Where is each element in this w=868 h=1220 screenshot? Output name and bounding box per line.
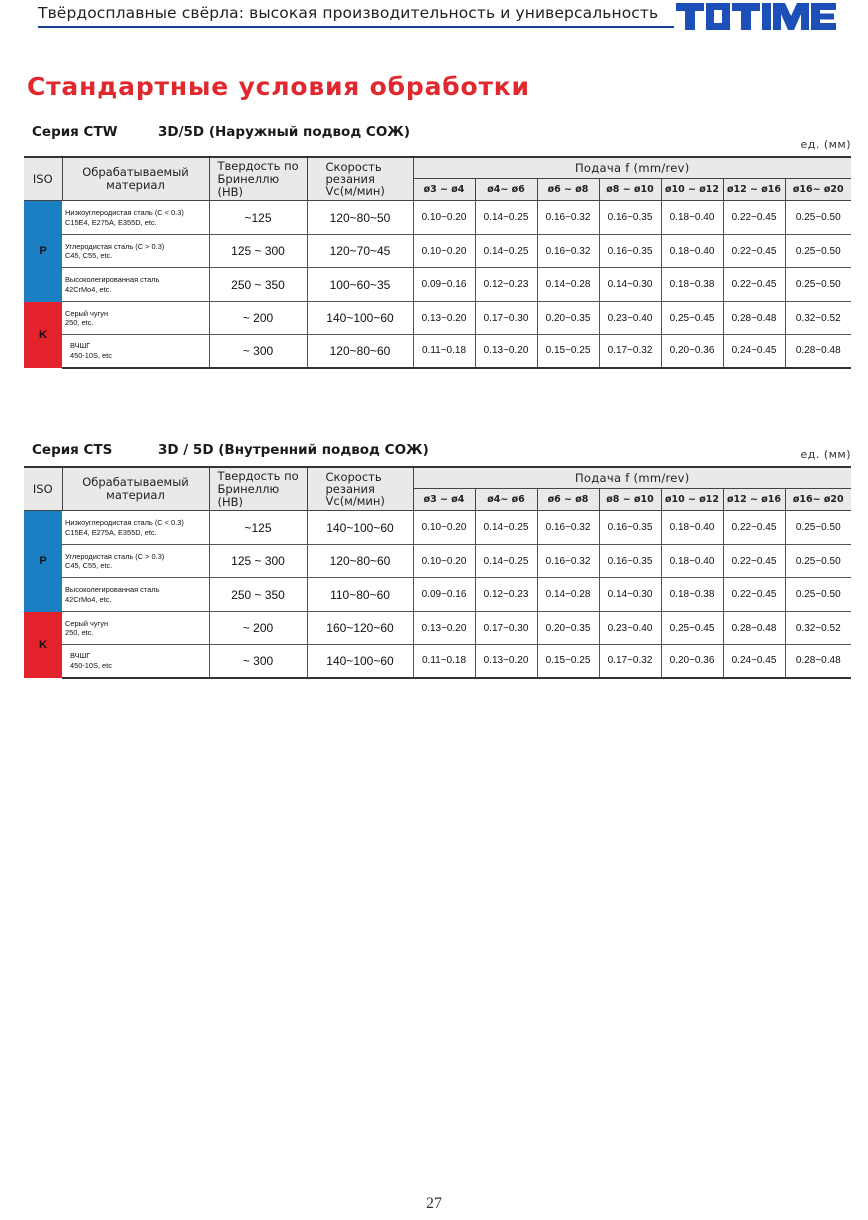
material-line: Высоколегированная сталь [65,275,160,284]
speed-cell: 120~70~45 [307,235,413,268]
speed-header-line: Vc(м/мин) [325,494,385,508]
feed-cell: 0.17~0.32 [599,645,661,678]
feed-cell: 0.10~0.20 [413,511,475,545]
logo-letter [676,3,704,30]
feed-cell: 0.22~0.45 [723,578,785,612]
feed-cell: 0.13~0.20 [475,645,537,678]
unit-label: ед. (мм) [800,448,851,461]
material-line: Углеродистая сталь (C > 0.3) [65,551,165,561]
material-line: Серый чугун [65,618,109,628]
feed-cell: 0.18~0.38 [661,268,723,302]
speed-cell: 160~120~60 [307,612,413,645]
iso-header: ISO [24,157,62,201]
feed-cell: 0.13~0.20 [413,302,475,335]
speed-cell: 120~80~60 [307,335,413,368]
feed-cell: 0.17~0.30 [475,302,537,335]
iso-group-cell: K [24,612,62,678]
brand-logo [674,0,854,32]
material-cell [62,235,209,268]
feed-cell: 0.25~0.50 [785,268,851,302]
feed-cell: 0.16~0.32 [537,545,599,578]
table-row [24,545,851,578]
feed-cell: 0.12~0.23 [475,268,537,302]
feed-cell: 0.16~0.35 [599,235,661,268]
diameter-range-header: ø12 ~ ø16 [723,179,785,201]
hardness-header-line: Твердость по [217,468,299,483]
iso-group-cell: P [24,511,62,612]
material-cell [62,545,209,578]
feed-cell: 0.10~0.20 [413,235,475,268]
feed-cell: 0.25~0.50 [785,201,851,235]
feed-cell: 0.16~0.35 [599,201,661,235]
material-cell [62,511,209,545]
series-code: Серия CTW [32,124,118,140]
feed-cell: 0.14~0.30 [599,578,661,612]
feed-cell: 0.17~0.32 [599,335,661,368]
table-row [24,578,851,612]
series-description: 3D/5D (Наружный подвод СОЖ) [158,124,411,140]
hardness-cell: ~ 200 [209,612,307,645]
material-cell [62,578,209,612]
feed-cell: 0.13~0.20 [475,335,537,368]
speed-cell: 140~100~60 [307,511,413,545]
diameter-range-header: ø3 ~ ø4 [413,179,475,201]
diameter-range-header: ø4~ ø6 [475,489,537,511]
feed-cell: 0.11~0.18 [413,645,475,678]
material-header-line: материал [106,178,165,192]
material-line: C45, C55, etc. [65,251,113,260]
diameter-range-header: ø4~ ø6 [475,179,537,201]
feed-cell: 0.15~0.25 [537,645,599,678]
feed-cell: 0.24~0.45 [723,335,785,368]
series-code: Серия CTS [32,442,113,458]
feed-cell: 0.16~0.35 [599,511,661,545]
material-line: 250, etc. [65,628,94,637]
material-cell [62,612,209,645]
diameter-range-header: ø8 ~ ø10 [599,489,661,511]
speed-header-line: Скорость [325,160,382,174]
diameter-range-header: ø8 ~ ø10 [599,179,661,201]
diameter-range-header: ø10 ~ ø12 [661,489,723,511]
hardness-cell: 125 ~ 300 [209,235,307,268]
feed-cell: 0.24~0.45 [723,645,785,678]
hardness-header-line: Бринеллю (HB) [217,171,280,199]
feed-cell: 0.20~0.35 [537,302,599,335]
material-cell [62,302,209,335]
speed-header [307,157,413,201]
material-header [62,467,209,511]
material-line: 450-10S, etc [70,660,112,670]
feed-cell: 0.14~0.30 [599,268,661,302]
material-line: 42CrMo4, etc. [65,284,112,294]
speed-header [307,467,413,511]
material-line: Низкоуглеродистая сталь (C < 0.3) [65,208,184,217]
feed-cell: 0.12~0.23 [475,578,537,612]
header-divider [38,26,674,28]
feed-cell: 0.32~0.52 [785,612,851,645]
feed-cell: 0.18~0.38 [661,578,723,612]
feed-cell: 0.16~0.35 [599,545,661,578]
hardness-cell: ~125 [209,201,307,235]
speed-header-line: резания [325,172,375,186]
hardness-cell: 250 ~ 350 [209,268,307,302]
unit-label: ед. (мм) [800,138,851,151]
feed-cell: 0.20~0.35 [537,612,599,645]
speed-cell: 140~100~60 [307,645,413,678]
hardness-header [209,157,307,201]
speed-cell: 100~60~35 [307,268,413,302]
feed-cell: 0.25~0.50 [785,235,851,268]
material-line: Серый чугун [65,308,109,318]
hardness-cell: ~ 300 [209,335,307,368]
material-line: ВЧШГ [70,651,91,661]
material-line: Низкоуглеродистая сталь (C < 0.3) [65,518,184,527]
material-line: C15E4, E275A, E355D, etc. [65,527,157,537]
feed-cell: 0.09~0.16 [413,578,475,612]
feed-cell: 0.13~0.20 [413,612,475,645]
diameter-range-header: ø16~ ø20 [785,489,851,511]
series-title [32,124,410,140]
table-row [24,612,851,645]
material-line: Углеродистая сталь (C > 0.3) [65,241,165,251]
hardness-cell: ~125 [209,511,307,545]
speed-cell: 110~80~60 [307,578,413,612]
feed-cell: 0.28~0.48 [723,302,785,335]
material-line: C15E4, E275A, E355D, etc. [65,217,157,227]
feed-cell: 0.14~0.25 [475,201,537,235]
page-number: 27 [426,1195,442,1212]
hardness-cell: ~ 200 [209,302,307,335]
material-line: Высоколегированная сталь [65,585,160,594]
feed-cell: 0.16~0.32 [537,511,599,545]
page-title: Стандартные условия обработки [27,72,530,101]
table-row [24,268,851,302]
feed-cell: 0.22~0.45 [723,545,785,578]
iso-group-cell: P [24,201,62,302]
material-line: 450-10S, etc [70,350,112,360]
material-cell [62,335,209,368]
series-description: 3D / 5D (Внутренний подвод СОЖ) [158,442,429,458]
feed-cell: 0.22~0.45 [723,235,785,268]
feed-cell: 0.17~0.30 [475,612,537,645]
series-title [32,442,429,458]
iso-group-cell: K [24,302,62,368]
feed-cell: 0.22~0.45 [723,268,785,302]
feed-cell: 0.22~0.45 [723,511,785,545]
feed-cell: 0.23~0.40 [599,302,661,335]
feed-cell: 0.14~0.25 [475,235,537,268]
feed-cell: 0.23~0.40 [599,612,661,645]
feed-cell: 0.14~0.25 [475,511,537,545]
feed-cell: 0.16~0.32 [537,235,599,268]
feed-cell: 0.18~0.40 [661,511,723,545]
feed-cell: 0.28~0.48 [785,645,851,678]
feed-cell: 0.18~0.40 [661,201,723,235]
logo-letter [706,3,730,30]
feed-cell: 0.14~0.28 [537,578,599,612]
material-header-line: Обрабатываемый [82,165,189,179]
diameter-range-header: ø10 ~ ø12 [661,179,723,201]
diameter-range-header: ø6 ~ ø8 [537,179,599,201]
feed-cell: 0.25~0.45 [661,612,723,645]
feed-cell: 0.32~0.52 [785,302,851,335]
material-line: C45, C55, etc. [65,561,113,570]
speed-header-line: резания [325,482,375,496]
material-header-line: материал [106,488,165,502]
logo-letter [811,3,836,30]
material-cell [62,268,209,302]
speed-cell: 120~80~50 [307,201,413,235]
cutting-conditions-table [24,156,851,369]
feed-cell: 0.20~0.36 [661,645,723,678]
cutting-conditions-table [24,466,851,679]
hardness-header-line: Твердость по [217,158,299,173]
hardness-header [209,467,307,511]
feed-cell: 0.15~0.25 [537,335,599,368]
feed-cell: 0.14~0.25 [475,545,537,578]
table-row [24,235,851,268]
feed-cell: 0.10~0.20 [413,545,475,578]
feed-cell: 0.10~0.20 [413,201,475,235]
logo-letter [762,3,771,30]
feed-cell: 0.14~0.28 [537,268,599,302]
hardness-cell: 250 ~ 350 [209,578,307,612]
feed-cell: 0.28~0.48 [723,612,785,645]
material-line: 42CrMo4, etc. [65,594,112,604]
table-row [24,335,851,368]
feed-cell: 0.20~0.36 [661,335,723,368]
material-cell [62,201,209,235]
header-title: Твёрдосплавные свёрла: высокая производительность и универсальность [38,4,659,22]
feed-cell: 0.18~0.40 [661,235,723,268]
table-row [24,511,851,545]
hardness-cell: ~ 300 [209,645,307,678]
material-header-line: Обрабатываемый [82,475,189,489]
hardness-header-line: Бринеллю (HB) [217,481,280,509]
material-cell [62,645,209,678]
hardness-cell: 125 ~ 300 [209,545,307,578]
diameter-range-header: ø12 ~ ø16 [723,489,785,511]
feed-header: Подача f (mm/rev) [413,157,851,179]
speed-header-line: Vc(м/мин) [325,184,385,198]
feed-header: Подача f (mm/rev) [413,467,851,489]
speed-cell: 140~100~60 [307,302,413,335]
material-line: ВЧШГ [70,341,91,351]
logo-letter [732,3,760,30]
iso-header: ISO [24,467,62,511]
diameter-range-header: ø3 ~ ø4 [413,489,475,511]
table-row [24,645,851,678]
feed-cell: 0.22~0.45 [723,201,785,235]
diameter-range-header: ø6 ~ ø8 [537,489,599,511]
feed-cell: 0.25~0.50 [785,511,851,545]
feed-cell: 0.28~0.48 [785,335,851,368]
table-row [24,302,851,335]
speed-cell: 120~80~60 [307,545,413,578]
diameter-range-header: ø16~ ø20 [785,179,851,201]
feed-cell: 0.16~0.32 [537,201,599,235]
table-row [24,201,851,235]
feed-cell: 0.09~0.16 [413,268,475,302]
feed-cell: 0.11~0.18 [413,335,475,368]
logo-letter [773,3,809,30]
feed-cell: 0.25~0.50 [785,578,851,612]
material-header [62,157,209,201]
speed-header-line: Скорость [325,470,382,484]
feed-cell: 0.25~0.50 [785,545,851,578]
material-line: 250, etc. [65,318,94,327]
feed-cell: 0.18~0.40 [661,545,723,578]
feed-cell: 0.25~0.45 [661,302,723,335]
